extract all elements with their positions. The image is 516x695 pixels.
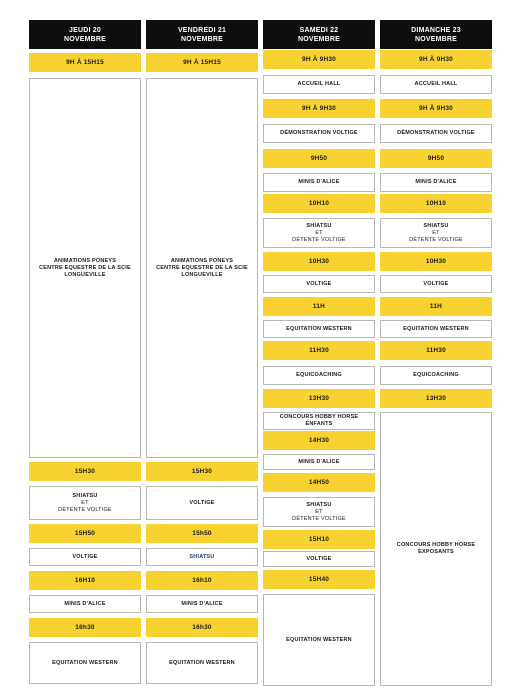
activity-slot [263,173,375,192]
activity-label: EQUITATION WESTERN [403,325,469,332]
activity-label: EQUITATION WESTERN [52,659,118,666]
time-label: 10H10 [425,200,447,207]
day-header [380,20,492,49]
activity-slot [29,595,141,613]
time-label: 13H30 [425,395,447,402]
activity-label: ACCUEIL HALL [297,81,341,87]
activity-slot [380,320,492,338]
time-label: 9H À 9H30 [419,56,453,63]
activity-slot [29,78,141,458]
activity-slot [146,595,258,613]
time-slot [380,194,492,213]
activity-label: LONGUEVILLE [64,271,106,278]
activity-slot [263,594,375,686]
activity-slot [263,551,375,567]
activity-label: EXPOSANTS [418,549,454,555]
activity-slot [263,366,375,385]
activity-label: VOLTIGE [306,555,332,562]
time-label: 15H40 [308,576,330,583]
activity-label: DÉTENTE VOLTIGE [58,506,112,513]
activity-label: EQUITATION WESTERN [286,325,352,332]
time-slot [263,194,375,213]
activity-slot [263,412,375,430]
activity-label: MINIS D'ALICE [64,600,106,607]
time-slot [146,53,258,72]
activity-label: ET [315,508,323,515]
time-slot [380,99,492,118]
day-month: NOVEMBRE [414,35,458,43]
time-slot [380,149,492,168]
time-slot [263,50,375,69]
activity-label: DÉMONSTRATION VOLTIGE [280,130,358,136]
activity-slot [263,320,375,338]
time-slot [263,389,375,408]
time-slot [263,431,375,450]
time-label: 15h50 [192,530,212,537]
time-label: 13H30 [308,395,330,402]
activity-label: VOLTIGE [306,280,332,287]
day-title: JEUDI 20 [69,26,101,34]
activity-label: ACCUEIL HALL [414,81,458,87]
activity-slot [380,75,492,94]
activity-label: SHIATSU [423,222,449,229]
time-label: 15H10 [308,536,330,543]
time-label: 16H10 [74,577,96,584]
time-slot [263,341,375,360]
time-slot [263,252,375,271]
activity-label: MINIS D'ALICE [415,179,457,185]
day-title: SAMEDI 22 [299,26,339,34]
activity-label: CONCOURS HOBBY HORSE ENFANTS [279,414,359,427]
activity-slot [263,497,375,527]
day-header [29,20,141,49]
time-label: 15H50 [74,530,96,537]
activity-slot [29,486,141,520]
time-slot [380,50,492,69]
activity-slot [380,412,492,686]
activity-slot [380,173,492,192]
time-label: 10H30 [308,258,330,265]
time-label: 16h30 [75,624,95,631]
activity-label: MINIS D'ALICE [298,458,340,465]
time-slot [29,571,141,590]
activity-label: VOLTIGE [423,280,449,287]
activity-slot [29,642,141,684]
time-label: 11H30 [309,347,329,354]
activity-label: SHIATSU [189,553,215,560]
activity-label: VOLTIGE [72,553,98,560]
activity-label: ET [81,499,89,506]
time-label: 15H30 [74,468,96,475]
day-header [263,20,375,49]
activity-label: EQUICOACHING [413,372,459,378]
activity-label: EQUITATION WESTERN [286,636,352,643]
activity-slot [146,486,258,520]
activity-label: LONGUEVILLE [181,271,223,278]
activity-slot [263,218,375,248]
activity-label: MINIS D'ALICE [181,600,223,607]
time-label: 9H À 15H15 [66,59,104,66]
day-title: VENDREDI 21 [177,26,227,34]
activity-label: SHIATSU [306,222,332,229]
activity-slot [380,124,492,143]
time-slot [29,462,141,481]
time-label: 16h30 [192,624,212,631]
time-slot [263,530,375,549]
activity-label: ET [315,229,323,236]
time-slot [380,297,492,316]
activity-label: ANIMATIONS PONEYS [53,257,117,264]
time-label: 11H [429,303,443,310]
day-month: NOVEMBRE [180,35,224,43]
activity-slot [263,124,375,143]
activity-label: DÉMONSTRATION VOLTIGE [397,130,475,136]
time-slot [263,99,375,118]
time-label: 9H50 [427,155,445,162]
time-slot [146,618,258,637]
day-title: DIMANCHE 23 [411,26,461,34]
activity-label: CENTRE EQUESTRE DE LA SCIE [156,264,248,271]
time-slot [146,524,258,543]
day-month: NOVEMBRE [63,35,107,43]
activity-label: EQUICOACHING [296,372,342,378]
activity-label: CONCOURS HOBBY HORSE [396,542,476,548]
activity-label: DÉTENTE VOLTIGE [292,236,346,243]
activity-label: DÉTENTE VOLTIGE [292,515,346,522]
time-slot [263,149,375,168]
time-label: 10H30 [425,258,447,265]
activity-label: VOLTIGE [189,499,215,506]
time-label: 14H50 [308,479,330,486]
time-label: 9H À 9H30 [302,105,336,112]
day-header [146,20,258,49]
time-slot [380,389,492,408]
time-label: 11H30 [426,347,446,354]
time-label: 14H30 [308,437,330,444]
time-label: 15H30 [191,468,213,475]
activity-slot [380,275,492,293]
time-label: 11H [312,303,326,310]
time-label: 16h10 [192,577,212,584]
activity-label: EQUITATION WESTERN [169,659,235,666]
activity-label: SHIATSU [72,492,98,499]
activity-slot [380,366,492,385]
time-slot [29,524,141,543]
activity-label: ET [432,229,440,236]
time-slot [29,53,141,72]
activity-slot [263,275,375,293]
time-slot [146,462,258,481]
activity-slot [146,548,258,566]
time-slot [380,252,492,271]
activity-slot [380,218,492,248]
time-label: 9H À 9H30 [302,56,336,63]
time-label: 9H50 [310,155,328,162]
activity-slot [29,548,141,566]
activity-slot [146,642,258,684]
activity-label: MINIS D'ALICE [298,179,340,185]
activity-slot [263,75,375,94]
time-label: 10H10 [308,200,330,207]
activity-slot [263,454,375,470]
activity-label: CENTRE EQUESTRE DE LA SCIE [39,264,131,271]
time-label: 9H À 15H15 [183,59,221,66]
activity-label: DÉTENTE VOLTIGE [409,236,463,243]
time-slot [146,571,258,590]
activity-slot [146,78,258,458]
time-slot [263,297,375,316]
time-slot [380,341,492,360]
time-slot [29,618,141,637]
time-slot [263,473,375,492]
time-slot [263,570,375,589]
day-month: NOVEMBRE [297,35,341,43]
activity-label: ANIMATIONS PONEYS [170,257,234,264]
time-label: 9H À 9H30 [419,105,453,112]
activity-label: SHIATSU [306,501,332,508]
